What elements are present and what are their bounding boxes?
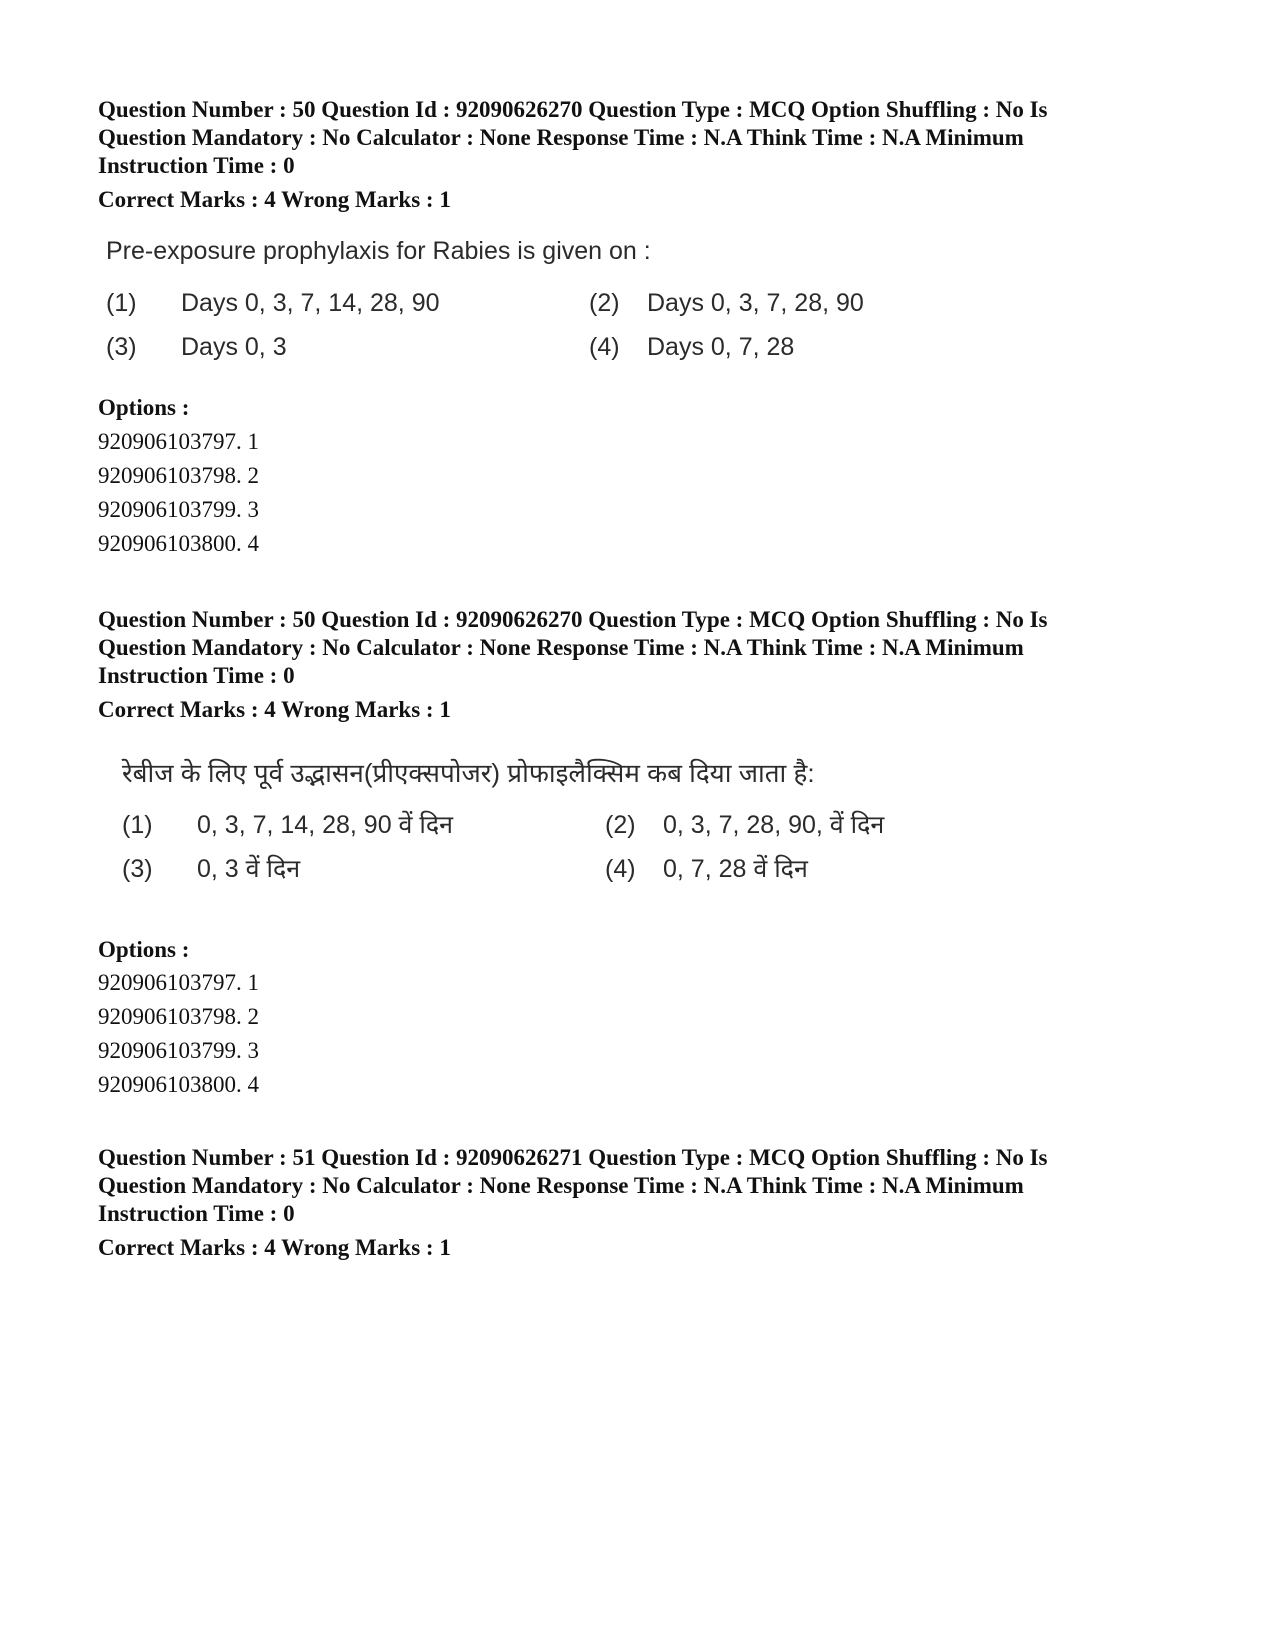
question-meta-line: Question Number : 50 Question Id : 92090626270 Question Type : MCQ Option Shuffling : No Is (98, 607, 1048, 632)
question-meta-line: Question Mandatory : No Calculator : None Response Time : N.A Think Time : N.A Minimum (98, 635, 1024, 660)
question-meta-line: Instruction Time : 0 (98, 663, 295, 688)
question-text: Pre-exposure prophylaxis for Rabies is given on : (106, 237, 651, 265)
question-meta-line: Instruction Time : 0 (98, 153, 295, 178)
choice-number: (2) (589, 289, 620, 317)
marks-line: Correct Marks : 4 Wrong Marks : 1 (98, 187, 451, 212)
option-id: 920906103798. 2 (98, 1004, 259, 1029)
choice-2 (589, 288, 864, 318)
question-image-1 (106, 236, 1006, 376)
question-image-2 (122, 758, 1022, 898)
choice-number: (4) (605, 855, 636, 883)
question-text: रेबीज के लिए पूर्व उद्भासन(प्रीएक्सपोजर) प्रोफाइलैक्सिम कब दिया जाता है: (122, 758, 815, 788)
option-id: 920906103800. 4 (98, 531, 259, 556)
choice-text: 0, 3, 7, 28, 90, वें दिन (663, 811, 885, 839)
choice-3 (122, 854, 300, 884)
question-meta-line: Question Mandatory : No Calculator : None Response Time : N.A Think Time : N.A Minimum (98, 125, 1024, 150)
choice-row (122, 810, 1022, 854)
choice-text: Days 0, 3 (181, 333, 287, 361)
option-id: 920906103799. 3 (98, 1038, 259, 1063)
option-id: 920906103797. 1 (98, 970, 259, 995)
choice-number: (1) (106, 289, 137, 317)
choice-text: Days 0, 3, 7, 14, 28, 90 (181, 289, 440, 317)
option-id: 920906103799. 3 (98, 497, 259, 522)
choice-row (122, 854, 1022, 898)
question-meta-line: Question Mandatory : No Calculator : None Response Time : N.A Think Time : N.A Minimum (98, 1173, 1024, 1198)
choice-text: 0, 3 वें दिन (197, 855, 301, 883)
option-id-list (98, 966, 259, 1102)
choice-text: Days 0, 3, 7, 28, 90 (647, 289, 864, 317)
options-label: Options : (98, 395, 190, 420)
choice-row (106, 288, 1006, 332)
option-id: 920906103797. 1 (98, 429, 259, 454)
choice-4 (589, 332, 794, 362)
question-meta-line: Instruction Time : 0 (98, 1201, 295, 1226)
choice-text: 0, 7, 28 वें दिन (663, 855, 808, 883)
question-header-1 (98, 96, 1188, 214)
choice-1 (106, 288, 440, 318)
choice-4 (605, 854, 808, 884)
options-label: Options : (98, 937, 190, 962)
choice-row (106, 332, 1006, 376)
option-id: 920906103800. 4 (98, 1072, 259, 1097)
choice-number: (1) (122, 811, 153, 839)
option-id: 920906103798. 2 (98, 463, 259, 488)
choice-text: 0, 3, 7, 14, 28, 90 वें दिन (197, 811, 454, 839)
question-meta-line: Question Number : 50 Question Id : 92090626270 Question Type : MCQ Option Shuffling : No Is (98, 97, 1048, 122)
choice-text: Days 0, 7, 28 (647, 333, 795, 361)
question-header-2 (98, 606, 1188, 724)
choice-1 (122, 810, 453, 840)
option-id-list (98, 425, 259, 561)
question-meta-line: Question Number : 51 Question Id : 92090626271 Question Type : MCQ Option Shuffling : No Is (98, 1145, 1048, 1170)
choice-3 (106, 332, 287, 362)
marks-line: Correct Marks : 4 Wrong Marks : 1 (98, 697, 451, 722)
choice-number: (3) (106, 333, 137, 361)
marks-line: Correct Marks : 4 Wrong Marks : 1 (98, 1235, 451, 1260)
choice-number: (4) (589, 333, 620, 361)
question-header-3 (98, 1144, 1188, 1262)
choice-2 (605, 810, 884, 840)
choice-number: (3) (122, 855, 153, 883)
choice-number: (2) (605, 811, 636, 839)
